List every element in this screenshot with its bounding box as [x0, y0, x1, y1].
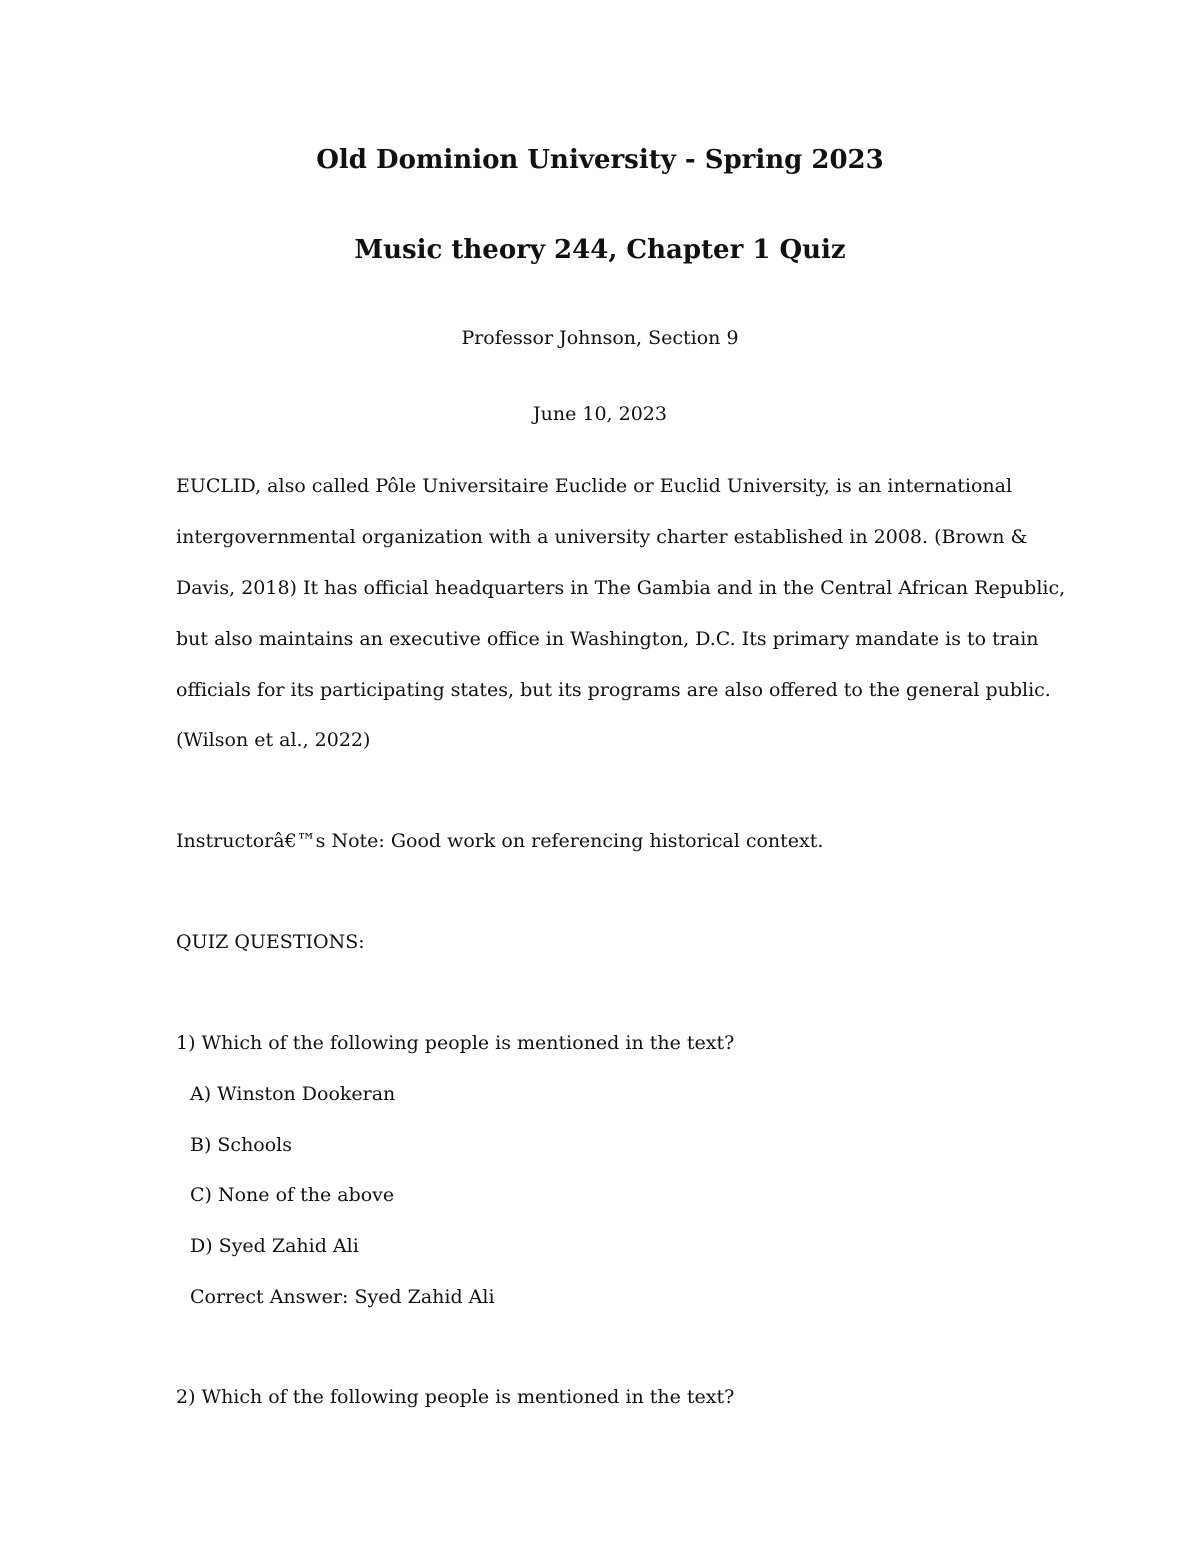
- correct-answer: Correct Answer: Syed Zahid Ali: [190, 1286, 495, 1308]
- course-title: Music theory 244, Chapter 1 Quiz: [354, 235, 846, 265]
- passage-line: officials for its participating states, but its programs are also offered to the general public.: [176, 679, 1051, 701]
- passage-line: Davis, 2018) It has official headquarters in The Gambia and in the Central African Republic,: [176, 577, 1066, 599]
- passage-line: EUCLID, also called Pôle Universitaire Euclide or Euclid University, is an international: [176, 475, 1013, 497]
- answer-option: B) Schools: [190, 1134, 293, 1156]
- answer-option: D) Syed Zahid Ali: [190, 1235, 359, 1257]
- university-title: Old Dominion University - Spring 2023: [316, 145, 884, 175]
- passage-line: (Wilson et al., 2022): [176, 729, 371, 751]
- instructor-note: Instructorâ€™s Note: Good work on referencing historical context.: [176, 830, 824, 852]
- passage-line: intergovernmental organization with a university charter established in 2008. (Brown &: [176, 526, 1028, 548]
- quiz-heading: QUIZ QUESTIONS:: [176, 931, 365, 953]
- question-prompt: 2) Which of the following people is mentioned in the text?: [176, 1386, 735, 1408]
- passage-line: but also maintains an executive office in Washington, D.C. Its primary mandate is to train: [176, 628, 1039, 650]
- question-prompt: 1) Which of the following people is mentioned in the text?: [176, 1032, 735, 1054]
- answer-option: C) None of the above: [190, 1184, 395, 1206]
- date-line: June 10, 2023: [533, 403, 667, 425]
- instructor-line: Professor Johnson, Section 9: [461, 327, 739, 349]
- answer-option: A) Winston Dookeran: [190, 1083, 396, 1105]
